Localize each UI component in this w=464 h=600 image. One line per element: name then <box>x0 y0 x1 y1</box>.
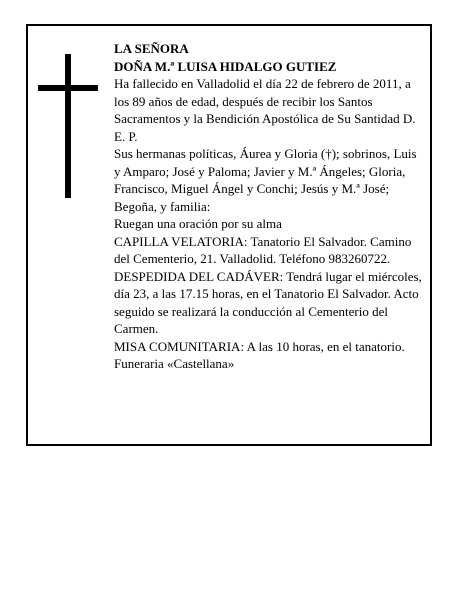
death-announcement: Ha fallecido en Valladolid el día 22 de febrero de 2011, a los 89 años de edad, después de recibir los Santos Sacramentos y la Bendición Apostólica de Su Santidad D. E. P. <box>114 76 416 144</box>
mass-info: MISA COMUNITARIA: A las 10 horas, en el tanatorio. <box>114 338 405 354</box>
funeral-home: Funeraria «Castellana» <box>114 356 235 371</box>
family-list: Sus hermanas políticas, Áurea y Gloria (†); sobrinos, Luis y Amparo; José y Paloma; Javier y M.ª Ángeles; Gloria, Francisco, Miguel Ángel y Conchi; Jesús y M.ª José; Begoña, y familia: <box>114 146 417 214</box>
cross-vertical-bar <box>65 54 71 198</box>
cross-icon <box>38 54 98 198</box>
deceased-name: DOÑA M.ª LUISA HIDALGO GUTIEZ <box>114 58 337 74</box>
prayer-request: Ruegan una oración por su alma <box>114 216 282 231</box>
chapel-info: CAPILLA VELATORIA: Tanatorio El Salvador. Camino del Cementerio, 21. Valladolid. Teléfono 983260722. <box>114 233 412 266</box>
cross-horizontal-bar <box>38 85 98 91</box>
obituary-text <box>114 40 422 373</box>
notice-heading: LA SEÑORA <box>114 41 189 56</box>
burial-info: DESPEDIDA DEL CADÁVER: Tendrá lugar el miércoles, día 23, a las 17.15 horas, en el Tanatorio El Salvador. Acto seguido se realizará la conducción al Cementerio del Carmen. <box>114 268 422 336</box>
